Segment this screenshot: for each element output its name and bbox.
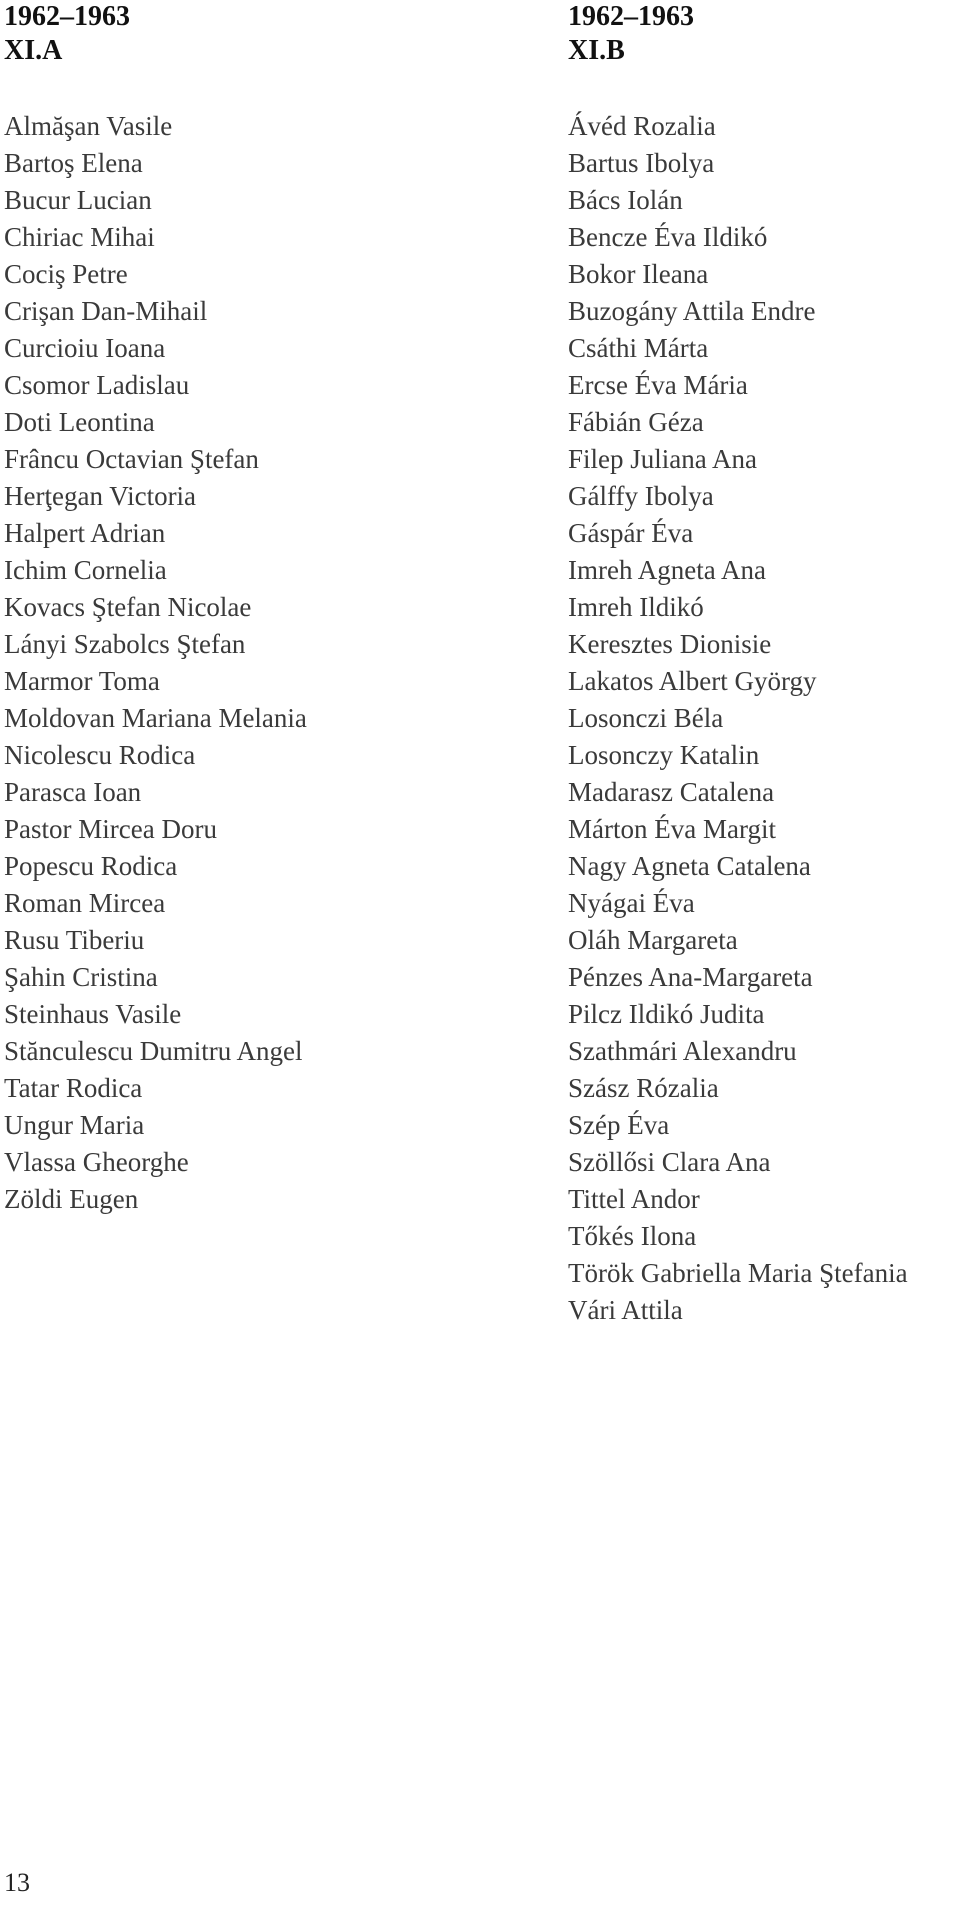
- student-name: Kovacs Ştefan Nicolae: [4, 592, 252, 622]
- student-name: Imreh Ildikó: [568, 592, 704, 622]
- student-name: Bács Iolán: [568, 185, 683, 215]
- student-name: Doti Leontina: [4, 407, 155, 437]
- student-name: Csáthi Márta: [568, 333, 709, 363]
- student-name: Madarasz Catalena: [568, 777, 775, 807]
- student-name: Oláh Margareta: [568, 925, 738, 955]
- student-name: Vári Attila: [568, 1295, 683, 1325]
- student-name: Bartus Ibolya: [568, 148, 715, 178]
- student-name: Török Gabriella Maria Ştefania: [568, 1258, 908, 1288]
- student-name: Pastor Mircea Doru: [4, 814, 217, 844]
- class-column-xi-b: [568, 0, 908, 1329]
- student-name: Cociş Petre: [4, 259, 128, 289]
- class-heading: XI.B: [568, 35, 625, 66]
- student-name: Rusu Tiberiu: [4, 925, 145, 955]
- student-name: Lakatos Albert György: [568, 666, 817, 696]
- student-name: Szöllősi Clara Ana: [568, 1147, 771, 1177]
- page-number: 13: [4, 1868, 30, 1897]
- student-name: Bokor Ileana: [568, 259, 709, 289]
- student-name: Nicolescu Rodica: [4, 740, 196, 770]
- student-name: Popescu Rodica: [4, 851, 178, 881]
- student-name: Gáspár Éva: [568, 518, 694, 548]
- student-name: Curcioiu Ioana: [4, 333, 166, 363]
- school-year-heading: 1962–1963: [4, 1, 130, 32]
- student-name: Halpert Adrian: [4, 518, 166, 548]
- student-name: Gálffy Ibolya: [568, 481, 714, 511]
- student-name: Marmor Toma: [4, 666, 160, 696]
- student-name: Ávéd Rozalia: [568, 111, 716, 141]
- student-name: Ichim Cornelia: [4, 555, 167, 585]
- student-name: Fábián Géza: [568, 407, 704, 437]
- student-name: Roman Mircea: [4, 888, 166, 918]
- student-name: Stănculescu Dumitru Angel: [4, 1036, 303, 1066]
- student-name: Lányi Szabolcs Ştefan: [4, 629, 246, 659]
- student-name: Ercse Éva Mária: [568, 370, 748, 400]
- student-name: Steinhaus Vasile: [4, 999, 182, 1029]
- student-name: Vlassa Gheorghe: [4, 1147, 189, 1177]
- student-name-list: [568, 108, 908, 1329]
- student-name: Pénzes Ana-Margareta: [568, 962, 813, 992]
- student-name: Nagy Agneta Catalena: [568, 851, 811, 881]
- student-name: Imreh Agneta Ana: [568, 555, 766, 585]
- school-year-heading: 1962–1963: [568, 1, 694, 32]
- student-name: Szász Rózalia: [568, 1073, 719, 1103]
- student-name: Szathmári Alexandru: [568, 1036, 797, 1066]
- student-name: Şahin Cristina: [4, 962, 158, 992]
- class-heading: XI.A: [4, 35, 63, 66]
- student-name: Tittel Andor: [568, 1184, 700, 1214]
- student-name: Crişan Dan-Mihail: [4, 296, 208, 326]
- student-name: Csomor Ladislau: [4, 370, 190, 400]
- student-name: Zöldi Eugen: [4, 1184, 139, 1214]
- student-name: Bencze Éva Ildikó: [568, 222, 768, 252]
- student-name: Márton Éva Margit: [568, 814, 776, 844]
- student-name: Herţegan Victoria: [4, 481, 197, 511]
- student-name: Almăşan Vasile: [4, 111, 173, 141]
- student-name: Tőkés Ilona: [568, 1221, 697, 1251]
- student-name: Szép Éva: [568, 1110, 670, 1140]
- student-name: Filep Juliana Ana: [568, 444, 757, 474]
- student-name: Tatar Rodica: [4, 1073, 143, 1103]
- student-name: Buzogány Attila Endre: [568, 296, 816, 326]
- student-name: Losonczy Katalin: [568, 740, 760, 770]
- student-name: Frâncu Octavian Ştefan: [4, 444, 259, 474]
- student-name: Losonczi Béla: [568, 703, 724, 733]
- student-name: Moldovan Mariana Melania: [4, 703, 307, 733]
- student-name: Ungur Maria: [4, 1110, 145, 1140]
- student-name: Parasca Ioan: [4, 777, 142, 807]
- class-column-xi-a: [4, 0, 307, 1218]
- student-name: Bartoş Elena: [4, 148, 143, 178]
- student-name: Nyágai Éva: [568, 888, 695, 918]
- student-name: Chiriac Mihai: [4, 222, 155, 252]
- student-name-list: [4, 108, 307, 1218]
- student-name: Pilcz Ildikó Judita: [568, 999, 765, 1029]
- student-name: Bucur Lucian: [4, 185, 152, 215]
- student-name: Keresztes Dionisie: [568, 629, 772, 659]
